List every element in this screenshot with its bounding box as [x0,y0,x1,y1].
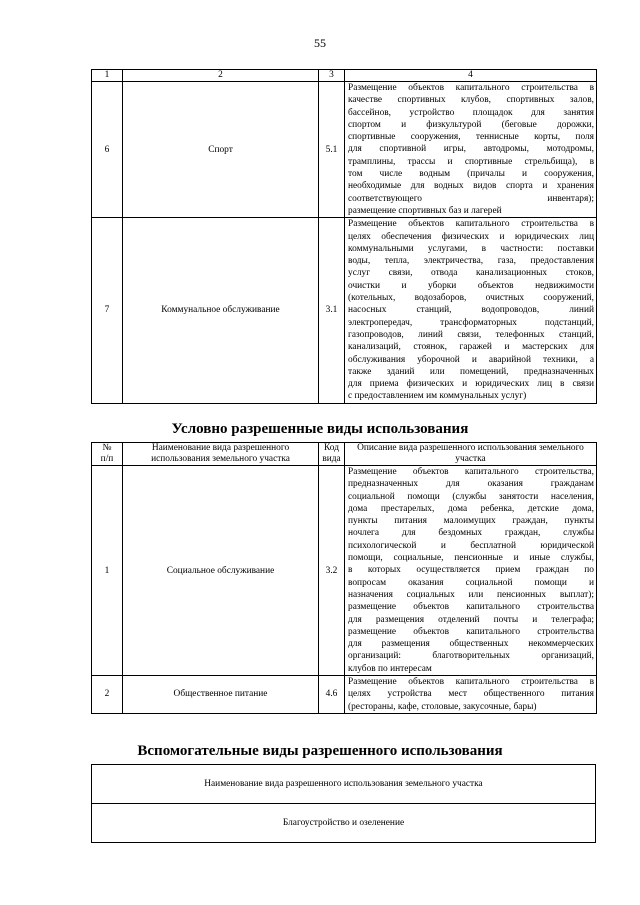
usage-name: Коммунальное обслуживание [123,218,319,403]
description-line: пункты питания малоимущих граждан, пункты [348,516,594,527]
description-line: Размещение объектов капитального строительства, [348,467,594,477]
description-line: трамплины, трассы и спортивные стрельбища), в [348,156,594,167]
main-usage-table [91,69,597,404]
description-line: вопросам оказания социальной помощи и [348,577,594,588]
conditional-section-title: Условно разрешенные виды использования [171,421,469,437]
column-number-row [92,70,597,82]
usage-name: Благоустройство и озеленение [92,804,596,843]
table-row [92,676,597,714]
description-line: психологической и бесплатной юридической [348,540,594,551]
conditional-usage-table [91,442,597,714]
usage-description [345,82,597,218]
table-row [92,466,597,676]
usage-code: 3.1 [319,218,345,403]
description-line: ночлега для бездомных граждан, службы [348,528,594,539]
description-line: размещение спортивных баз и лагерей [348,205,502,216]
header-name: Наименование вида разрешенного использования земельного участка [92,765,596,804]
table-header-row [92,765,596,804]
description-line: спортом и физкультурой (беговые дорожки, [348,119,594,130]
table-row [92,804,596,843]
column-number: 2 [123,70,319,82]
usage-code: 5.1 [319,82,345,218]
description-line: для размещения общественных некоммерческих [348,639,594,650]
row-number: 1 [92,466,123,676]
usage-description [345,676,597,714]
description-line: с предоставлением им коммунальных услуг) [348,391,527,402]
description-line: канализаций, стоянок, гаражей и мастерских для [348,342,594,353]
description-line: назначения социальных или пенсионных выплат); [348,589,594,600]
header-code: Код вида [319,443,345,466]
description-line: также зданий или помещений, предназначенных [348,366,594,377]
auxiliary-section-title: Вспомогательные виды разрешенного использования [137,743,503,759]
description-line: очистки и уборки объектов недвижимости [348,280,594,291]
usage-description [345,218,597,403]
usage-name: Социальное обслуживание [123,466,319,676]
description-line: необходимые для водных видов спорта и хранения [348,181,594,192]
description-line: предназначенных для оказания гражданам [348,479,594,490]
row-number: 2 [92,676,123,714]
description-line: социальной помощи (службы занятости населения, [348,491,594,502]
usage-name: Спорт [123,82,319,218]
description-line: в которых осуществляется прием граждан по [348,565,594,576]
table-row [92,218,597,403]
usage-code: 4.6 [319,676,345,714]
description-line: Размещение объектов капитального строительства в [348,677,594,688]
auxiliary-usage-table [91,764,596,843]
column-number: 3 [319,70,345,82]
description-line: качестве спортивных клубов, спортивных залов, [348,95,594,106]
header-description: Описание вида разрешенного использования земельного участка [345,443,597,466]
description-line: воды, тепла, электричества, газа, предоставления [348,256,594,267]
column-number: 1 [92,70,123,82]
header-name: Наименование вида разрешенного использования земельного участка [123,443,319,466]
description-line: размещение объектов капитального строительства [348,602,594,613]
description-line: целях обеспечения физических и юридических лиц [348,231,594,242]
description-line: насосных станций, водопроводов, линий [348,305,594,316]
description-line: (рестораны, кафе, столовые, закусочные, бары) [348,701,537,712]
description-line: организаций: благотворительных организаций, [348,651,594,662]
row-number: 7 [92,218,123,403]
usage-code: 3.2 [319,466,345,676]
description-line: Размещение объектов капитального строительства в [348,83,594,93]
usage-name: Общественное питание [123,676,319,714]
description-line: обслуживания уборочной и аварийной техники, а [348,354,594,365]
description-line: том числе водным (причалы и сооружения, [348,169,594,180]
page-number: 55 [314,36,326,50]
description-line: помощи, социальные, пенсионные и иные службы, [348,553,594,564]
description-line: целях устройства мест общественного питания [348,689,594,700]
row-number: 6 [92,82,123,218]
usage-description [345,466,597,676]
description-line: (котельных, водозаборов, очистных сооружений, [348,293,594,304]
description-line: размещение объектов капитального строительства [348,626,594,637]
description-line: для приема физических и юридических лиц в связи [348,379,594,390]
description-line: Размещение объектов капитального строительства в [348,219,594,230]
column-number: 4 [345,70,597,82]
description-line: для спортивной игры, автодромы, мотодромы, [348,144,594,155]
description-line: электропередач, трансформаторных подстанций, [348,317,594,328]
description-line: клубов по интересам [348,663,432,674]
description-line: газопроводов, линий связи, телефонных станций, [348,329,594,340]
description-line: соответствующего инвентаря); [348,193,594,204]
description-line: спортивные сооружения, теннисные корты, поля [348,132,594,143]
description-line: для размещения отделений почты и телеграфа; [348,614,594,625]
description-line: услуг связи, отвода канализационных стоков, [348,268,594,279]
table-header-row [92,443,597,466]
description-line: бассейнов, устройство площадок для занятия [348,107,594,118]
description-line: дома престарелых, дома ребенка, детские дома, [348,503,594,514]
table-row [92,82,597,218]
description-line: коммунальными услугами, в частности: поставки [348,243,594,254]
header-num: № п/п [92,443,123,466]
